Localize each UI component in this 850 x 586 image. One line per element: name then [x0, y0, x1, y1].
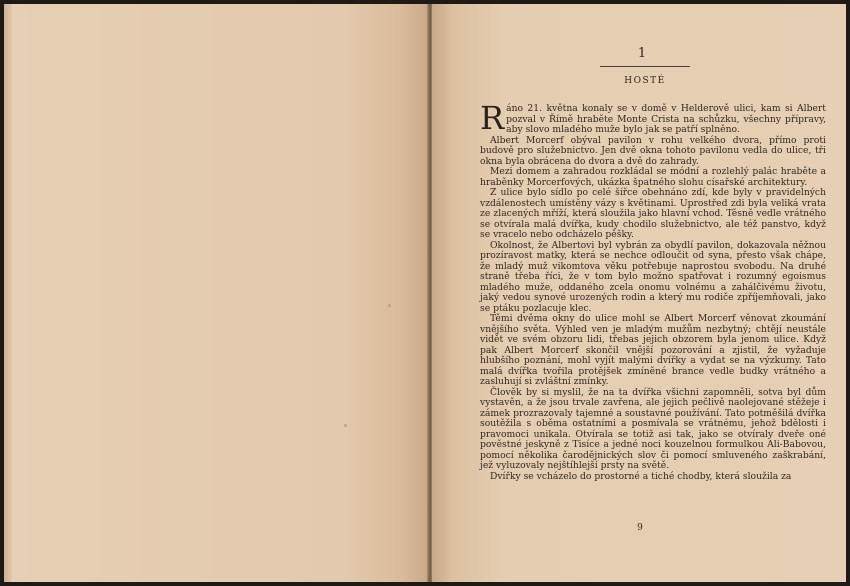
- paragraph: Dvířky se vcházelo do prostorné a tiché chodby, která sloužila za: [490, 470, 792, 482]
- paragraph: Albert Morcerf obýval pavilon v rohu velkého dvora, přímo proti budově pro služebnictvo. Jen dvě okna tohoto pavilonu vedla do ulice, tři okna byla obrácena do dvora a dvě do zahrady.: [480, 134, 826, 167]
- chapter-divider: [600, 66, 690, 67]
- paragraph: Ráno 21. května konaly se v domě v Helderově ulici, kam si Albert pozval v Římě hraběte Monte Crista na schůzku, všechny přípravy, aby slovo mladého muže bylo jak se patří splněno.: [480, 99, 826, 137]
- left-page-edge: [4, 4, 12, 582]
- chapter-number: 1: [637, 46, 647, 61]
- paragraph: Okolnost, že Albertovi byl vybrán za obydlí pavilon, dokazovala něžnou prozíravost matky, která se nechce odloučit od syna, přesto však chápe, že mladý muž vikomtova věku potřebuje naprostou svobodu. Na druhé straně třeba říci, že v tom bylo možno spatřovat i rozumný egoismus mladého muže, oddaného zcela onomu volnému a zahálčivému životu, jaký vedou synové urozených rodin a který mu rodiče zpříjemňovali, jako se ptáku pozlacuje klec.: [480, 239, 826, 314]
- paragraph: Člověk by si myslil, že na ta dvířka všichni zapomněli, sotva byl dům vystavěn, a že jsou trvale zavřena, ale jejich pečlivě naolejované stěžeje i zámek prozrazovaly tajemné a soustavné používání. Tato potměšilá dvířka soutěžila s oběma ostatními a posmívala se vrátnému, jehož bdělosti i pravomoci unikala. Otvírala se totiž asi tak, jako se otvíraly dveře oné pověstné jeskyně z Tisíce a jedné noci kouzelnou formulkou Ali-Babovou, pomocí několika čarodějnických slov či pomocí smluveného zaškrabání, jež vyluzovaly nejštíhlejší prsty na světě.: [480, 386, 826, 471]
- paper-speck: [344, 424, 347, 427]
- paragraph: Těmi dvěma okny do ulice mohl se Albert Morcerf věnovat zkoumání vnějšího světa. Výhled ven je mladým mužům nezbytný; chtějí neustále vidět ve svém obzoru lidi, třebas jejich obzorem byla jenom ulice. Když pak Albert Morcerf skončil vnější pozorování a zjistil, že vyžaduje hlubšího poznání, mohl vyjít malými dvířky a vydat se na výzkumy. Tato malá dvířka tvořila protějšek zmíněné brance vedle budky vrátného a zasluhují si zvláštní zmínky.: [480, 313, 826, 387]
- left-page-blank: [4, 4, 428, 582]
- open-book: [4, 4, 846, 582]
- paragraph: Z ulice bylo sídlo po celé šířce obehnáno zdí, kde byly v pravidelných vzdálenostech umístěny vázy s květinami. Uprostřed zdi byla veliká vrata ze zlacených mříží, která sloužila jako hlavní vchod. Těsně vedle vrátného se otvírala malá dvířka, kudy chodilo služebnictvo, ale též panstvo, když se vracelo nebo odcházelo pěšky.: [480, 187, 826, 240]
- chapter-title: HOSTÉ: [624, 76, 666, 86]
- page-number: 9: [637, 523, 643, 533]
- paper-speck: [388, 304, 391, 307]
- paragraph: Mezi domem a zahradou rozkládal se módní a rozlehlý palác hraběte a hraběnky Morcerfových, ukázka špatného slohu císařské architektury.: [480, 166, 826, 188]
- body-text: [480, 99, 826, 482]
- right-page: [432, 4, 846, 582]
- drop-cap: R: [480, 99, 505, 137]
